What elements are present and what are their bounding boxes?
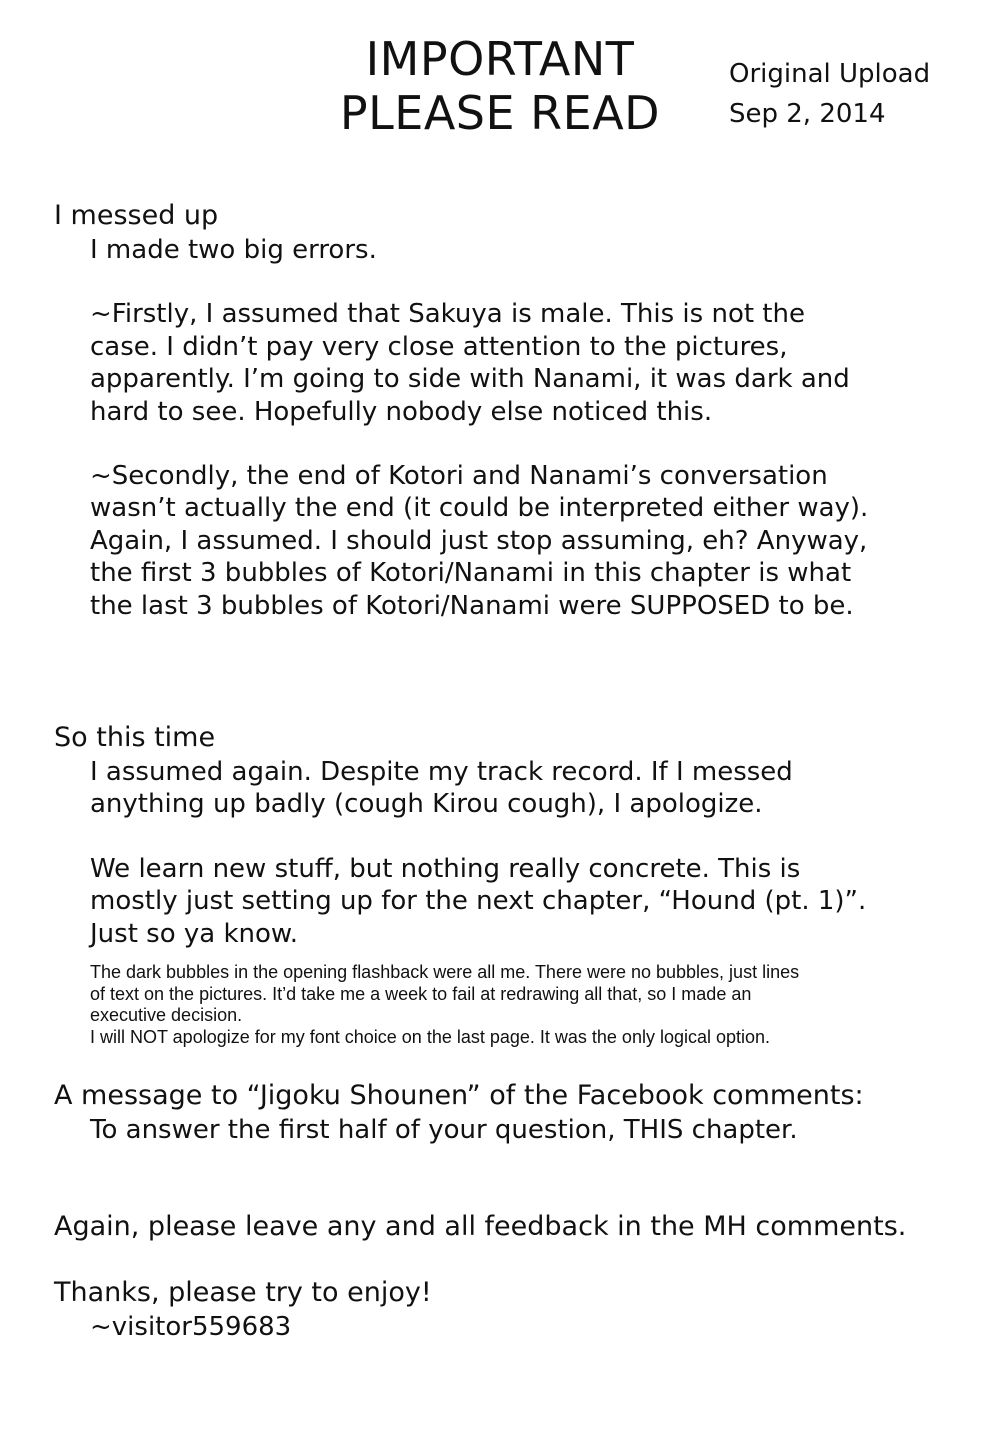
note-content <box>54 198 954 1343</box>
error-2-paragraph <box>90 460 954 622</box>
intro-text <box>90 234 954 266</box>
text-line: I made two big errors. <box>90 235 377 265</box>
text-line: the first 3 bubbles of Kotori/Nanami in this chapter is what <box>90 558 852 589</box>
upload-date: Sep 2, 2014 <box>729 99 886 129</box>
feedback-text: Again, please leave any and all feedback in the MH comments. <box>54 1210 907 1242</box>
text-line: I will NOT apologize for my font choice on the last page. It was the only logical option. <box>90 1026 771 1047</box>
text-line: mostly just setting up for the next chapter, “Hound (pt. 1)”. <box>90 886 867 917</box>
assumed-again-paragraph <box>90 756 954 821</box>
page-title <box>330 32 670 140</box>
thanks-text: Thanks, please try to enjoy! <box>54 1276 432 1308</box>
text-line: wasn’t actually the end (it could be interpreted either way). <box>90 493 869 524</box>
text-line: the last 3 bubbles of Kotori/Nanami were SUPPOSED to be. <box>90 590 854 621</box>
text-line: We learn new stuff, but nothing really concrete. This is <box>90 853 801 884</box>
text-line: case. I didn’t pay very close attention to the pictures, <box>90 331 788 362</box>
signature-text: ~visitor559683 <box>90 1311 292 1342</box>
text-line: of text on the pictures. It’d take me a week to fail at redrawing all that, so I made an <box>90 983 752 1004</box>
signature <box>90 1311 954 1343</box>
section-heading-message: A message to “Jigoku Shounen” of the Facebook comments: <box>54 1080 864 1112</box>
text-line: executive decision. <box>90 1005 243 1026</box>
fine-print <box>90 962 880 1048</box>
title-line-1: IMPORTANT <box>365 32 635 86</box>
text-line: hard to see. Hopefully nobody else noticed this. <box>90 396 713 427</box>
error-1-paragraph <box>90 298 954 428</box>
text-line: anything up badly (cough Kirou cough), I apologize. <box>90 789 763 820</box>
text-line: ~Secondly, the end of Kotori and Nanami’s conversation <box>90 461 828 492</box>
text-line: The dark bubbles in the opening flashback were all me. There were no bubbles, just lines <box>90 962 800 983</box>
text-line: apparently. I’m going to side with Nanami, it was dark and <box>90 364 850 395</box>
title-line-2: PLEASE READ <box>339 86 661 140</box>
section-heading-messed-up: I messed up <box>54 200 219 231</box>
new-stuff-paragraph <box>90 853 954 950</box>
section-heading-this-time: So this time <box>54 722 216 754</box>
answer-paragraph <box>90 1114 954 1146</box>
text-line: ~Firstly, I assumed that Sakuya is male. This is not the <box>90 299 805 330</box>
upload-info <box>729 54 930 134</box>
text-line: Again, I assumed. I should just stop assuming, eh? Anyway, <box>90 525 868 556</box>
upload-label: Original Upload <box>729 59 931 89</box>
text-line: I assumed again. Despite my track record. If I messed <box>90 757 793 788</box>
text-line: Just so ya know. <box>90 918 299 949</box>
text-line: To answer the first half of your question, THIS chapter. <box>90 1115 798 1146</box>
